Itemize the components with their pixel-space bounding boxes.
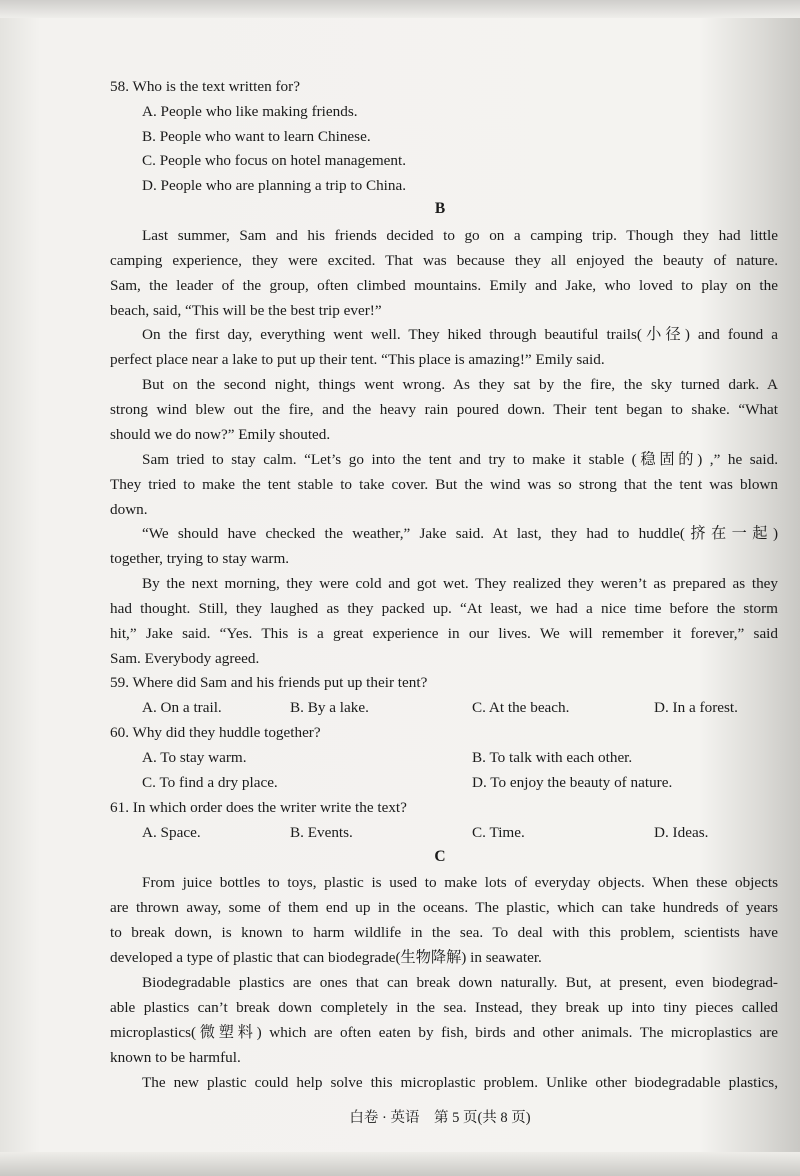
passage-b-line: They tried to make the tent stable to take cover. But the wind was so strong that the tent was blown — [110, 476, 778, 493]
q60-stem: 60. Why did they huddle together? — [110, 724, 321, 741]
passage-c-line: Biodegradable plastics are ones that can break down naturally. But, at present, even biodegrad- — [142, 974, 778, 991]
passage-b-line: had thought. Still, they laughed as they packed up. “At least, we had a nice time before the storm — [110, 600, 778, 617]
q61-option-d: D. Ideas. — [654, 824, 709, 841]
q58-option-d: D. People who are planning a trip to China. — [142, 177, 407, 194]
passage-c-line: to break down, is known to harm wildlife in the sea. To deal with this problem, scientists have — [110, 924, 778, 941]
passage-c-heading: C — [434, 848, 446, 865]
passage-b-line: “We should have checked the weather,” Jake said. At last, they had to huddle(挤在一起) — [142, 525, 778, 542]
passage-b-line: strong wind blew out the fire, and the heavy rain poured down. Their tent began to shake. “What — [110, 401, 778, 418]
page-bottom-edge — [0, 1152, 800, 1176]
q59-stem: 59. Where did Sam and his friends put up their tent? — [110, 674, 428, 691]
passage-c-line: developed a type of plastic that can biodegrade(生物降解) in seawater. — [110, 949, 542, 966]
q61-stem: 61. In which order does the writer write the text? — [110, 799, 407, 816]
q61-option-b: B. Events. — [290, 824, 353, 841]
passage-b-line: Sam tried to stay calm. “Let’s go into the tent and try to make it stable (稳固的) ,” he said. — [142, 451, 778, 468]
passage-c-line: able plastics can’t break down completely in the sea. Instead, they break up into tiny pieces called — [110, 999, 778, 1016]
passage-b-line: Sam. Everybody agreed. — [110, 650, 260, 667]
passage-b-line: On the first day, everything went well. They hiked through beautiful trails(小径) and found a — [142, 326, 778, 343]
q58-option-a: A. People who like making friends. — [142, 103, 358, 120]
q58-stem: 58. Who is the text written for? — [110, 78, 300, 95]
q58-option-b: B. People who want to learn Chinese. — [142, 128, 371, 145]
q59-option-b: B. By a lake. — [290, 699, 369, 716]
passage-b-heading: B — [434, 200, 446, 217]
passage-b-line: down. — [110, 501, 148, 518]
q59-option-c: C. At the beach. — [472, 699, 570, 716]
passage-b-line: together, trying to stay warm. — [110, 550, 290, 567]
q59-option-a: A. On a trail. — [142, 699, 222, 716]
q60-option-b: B. To talk with each other. — [472, 749, 633, 766]
q60-option-a: A. To stay warm. — [142, 749, 247, 766]
passage-b-line: camping experience, they were excited. That was because they all enjoyed the beauty of nature. — [110, 252, 778, 269]
passage-b-line: By the next morning, they were cold and got wet. They realized they weren’t as prepared as they — [142, 575, 778, 592]
q61-option-c: C. Time. — [472, 824, 525, 841]
q60-option-c: C. To find a dry place. — [142, 774, 278, 791]
passage-c-line: are thrown away, some of them end up in the oceans. The plastic, which can take hundreds of years — [110, 899, 778, 916]
passage-b-line: But on the second night, things went wrong. As they sat by the fire, the sky turned dark. A — [142, 376, 778, 393]
passage-b-line: Sam, the leader of the group, often climbed mountains. Emily and Jake, who loved to play on the — [110, 277, 778, 294]
passage-c-line: microplastics(微塑料) which are often eaten by fish, birds and other animals. The microplastics are — [110, 1024, 778, 1041]
passage-b-line: perfect place near a lake to put up their tent. “This place is amazing!” Emily said. — [110, 351, 605, 368]
q61-option-a: A. Space. — [142, 824, 201, 841]
q58-option-c: C. People who focus on hotel management. — [142, 152, 407, 169]
passage-b-line: beach, said, “This will be the best trip ever!” — [110, 302, 382, 319]
passage-b-line: should we do now?” Emily shouted. — [110, 426, 331, 443]
passage-c-line: The new plastic could help solve this microplastic problem. Unlike other biodegradable plastics, — [142, 1074, 778, 1091]
passage-b-line: Last summer, Sam and his friends decided to go on a camping trip. Though they had little — [142, 227, 778, 244]
passage-c-line: From juice bottles to toys, plastic is used to make lots of everyday objects. When these objects — [142, 874, 778, 891]
q59-option-d: D. In a forest. — [654, 699, 738, 716]
page-footer: 白卷 · 英语 第 5 页(共 8 页) — [349, 1110, 531, 1126]
passage-c-line: known to be harmful. — [110, 1049, 241, 1066]
page-top-edge — [0, 0, 800, 18]
q60-option-d: D. To enjoy the beauty of nature. — [472, 774, 673, 791]
passage-b-line: hit,” Jake said. “Yes. This is a great experience in our lives. We will remember it forever,” said — [110, 625, 778, 642]
